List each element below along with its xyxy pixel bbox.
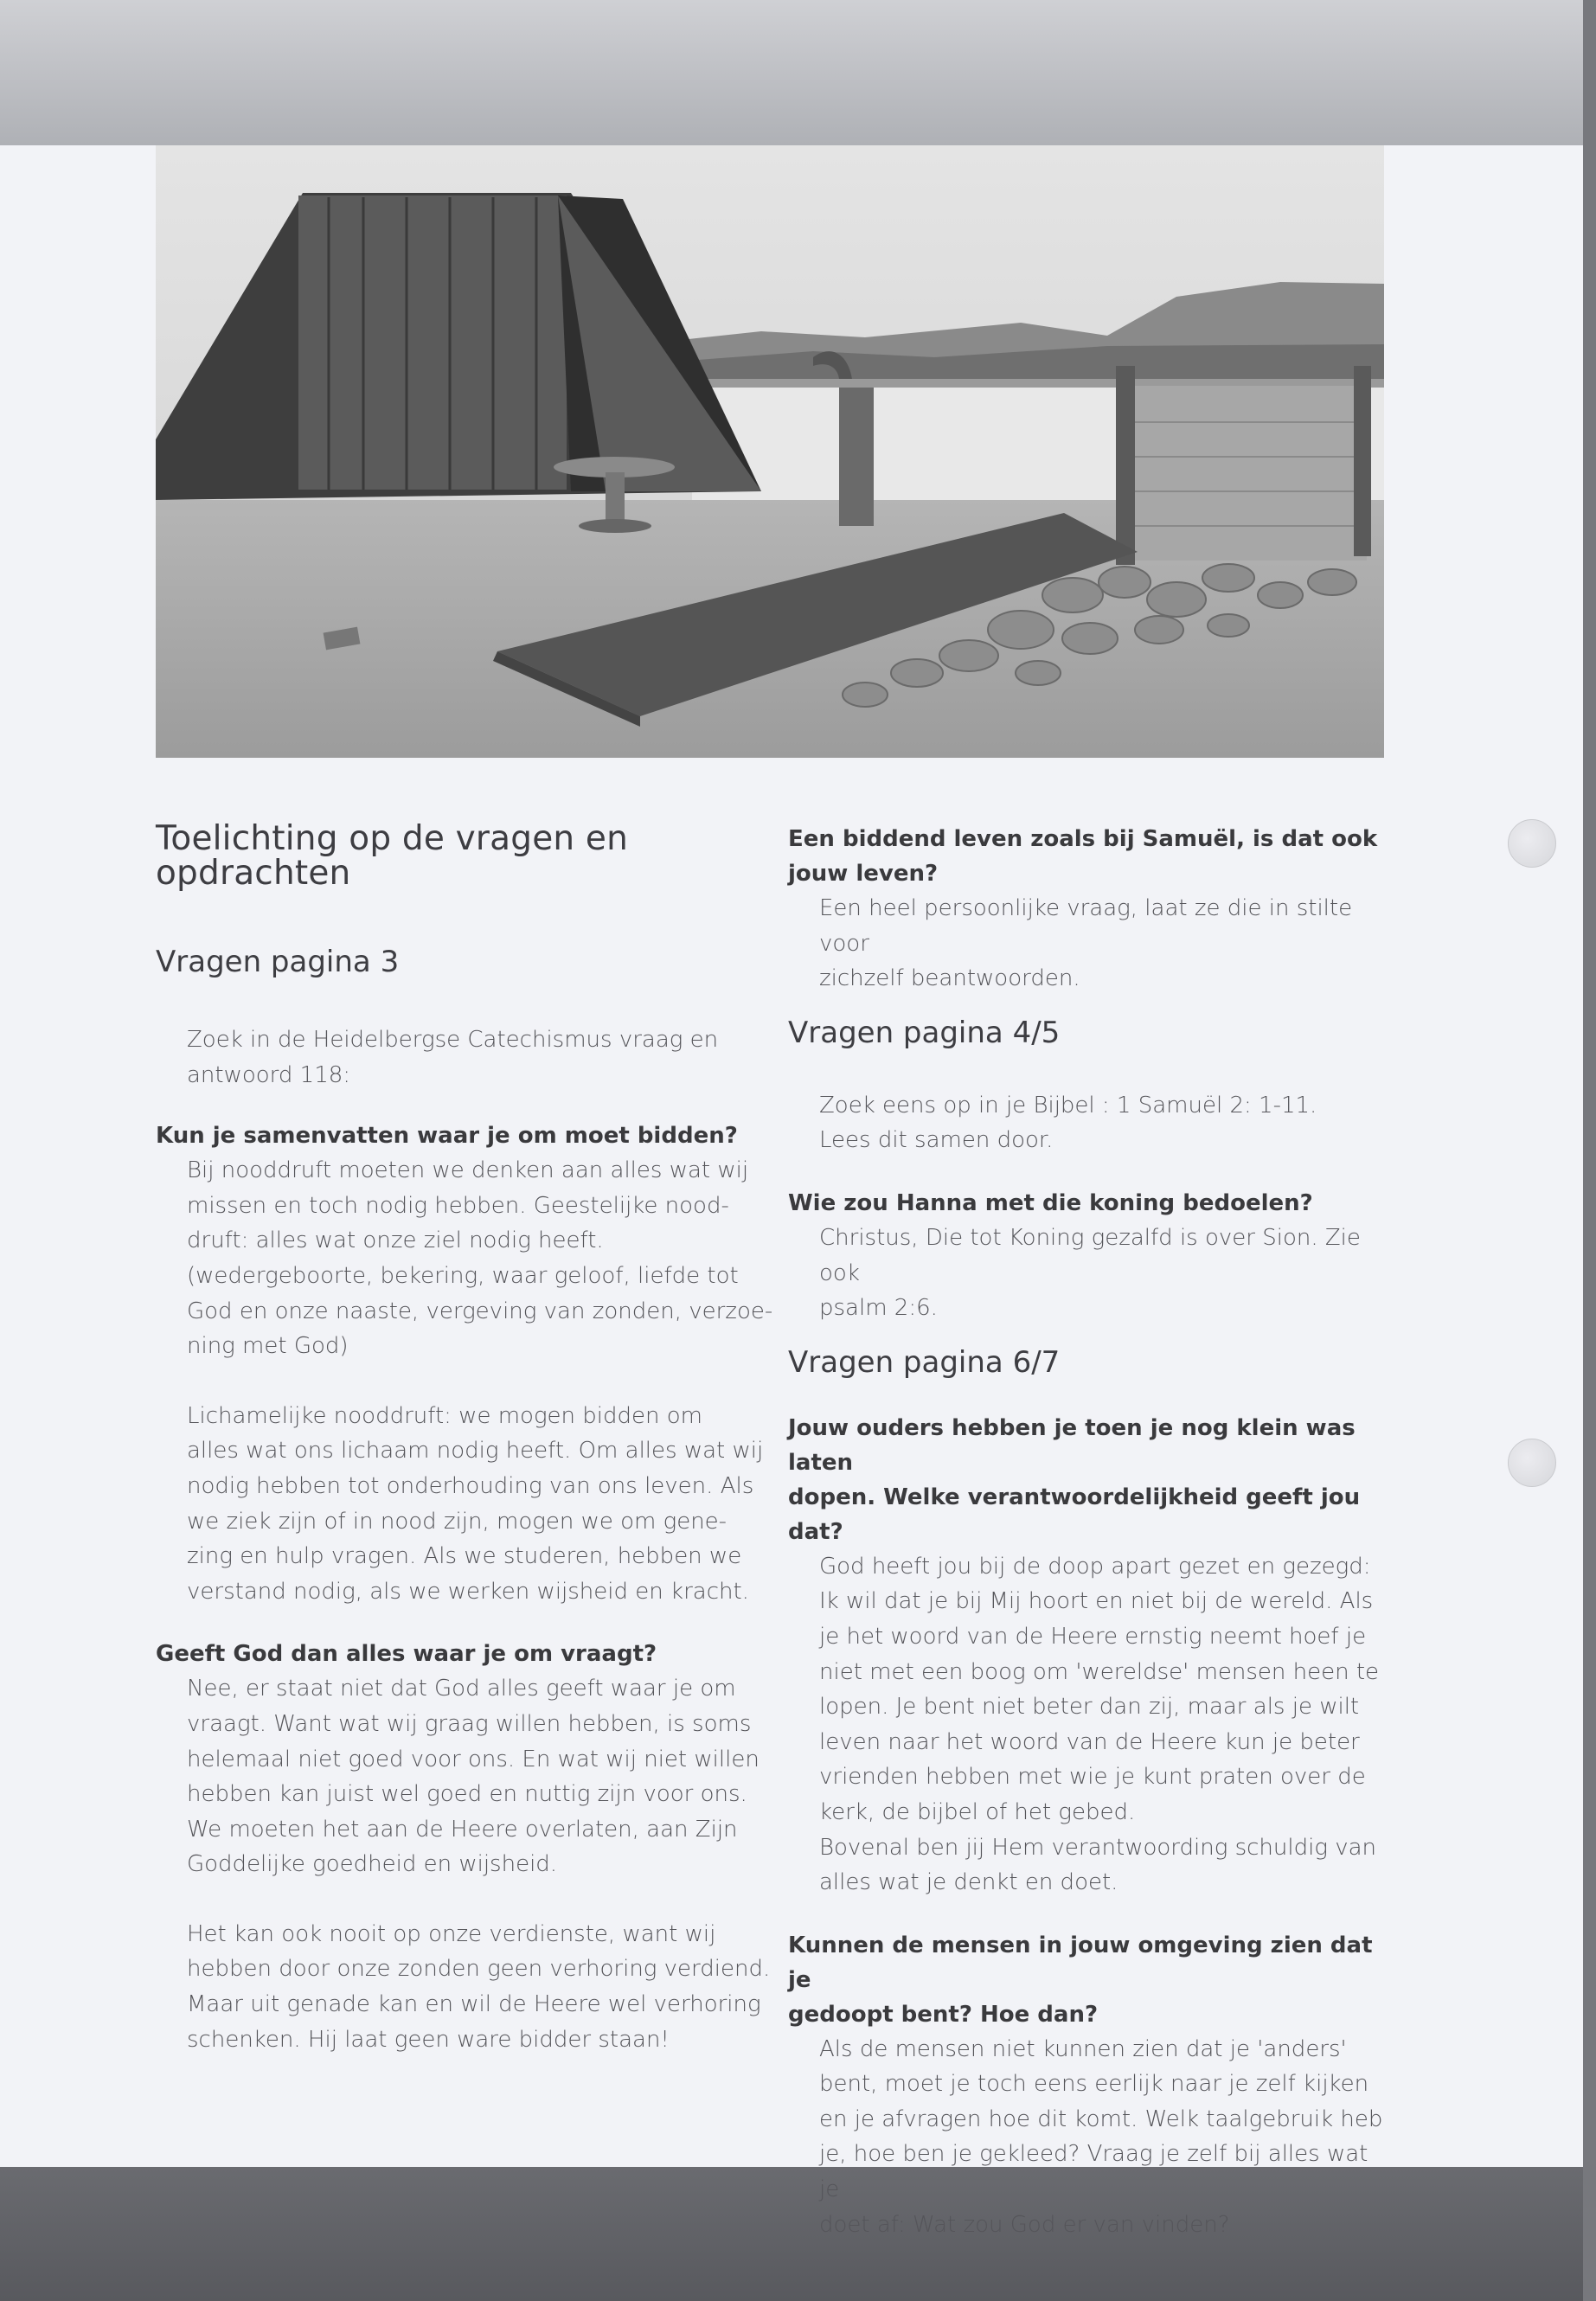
- question-hanna: Wie zou Hanna met die koning bedoelen?: [788, 1189, 1313, 1216]
- punch-hole-top: [1508, 819, 1556, 868]
- tabernacle-photo: [156, 145, 1384, 758]
- intro-pagina-3: Zoek in de Heidelbergse Catechismus vraag en antwoord 118:: [187, 1027, 719, 1088]
- tabernacle-illustration: [156, 145, 1384, 758]
- left-column: [156, 819, 779, 2057]
- answer-gedoopt-zien: Als de mensen niet kunnen zien dat je 'anders' bent, moet je toch eens eerlijk naar je zelf kijken en je afvragen hoe dit komt. Welk taalgebruik heb je, hoe ben je gekleed? Vraag je zelf bij alles wat je doet af: Wat zou God er van vinden?: [819, 2035, 1383, 2238]
- right-column: [788, 822, 1394, 2242]
- page-title: Toelichting op de vragen en opdrachten: [156, 819, 629, 893]
- answer-verdienste: Het kan ook nooit op onze verdienste, want wij hebben door onze zonden geen verhoring verdiend. Maar uit genade kan en wil de Heere wel verhoring schenken. Hij laat geen ware bidder staan!: [187, 1920, 771, 2053]
- answer-hanna: Christus, Die tot Koning gezalfd is over Sion. Zie ook psalm 2:6.: [819, 1224, 1361, 1322]
- question-gedoopt-zien: Kunnen de mensen in jouw omgeving zien dat je gedoopt bent? Hoe dan?: [788, 1932, 1373, 2028]
- question-doop: Jouw ouders hebben je toen je nog klein was laten dopen. Welke verantwoordelijkheid geeft jou dat?: [788, 1414, 1361, 1545]
- section-heading-pagina-4-5: Vragen pagina 4/5: [788, 1015, 1061, 1050]
- question-bidden: Kun je samenvatten waar je om moet bidden?: [156, 1123, 738, 1150]
- section-heading-pagina-3: Vragen pagina 3: [156, 945, 400, 979]
- scan-right-border: [1583, 0, 1596, 2301]
- scan-top-border: [0, 0, 1596, 149]
- answer-doop: God heeft jou bij de doop apart gezet en gezegd: Ik wil dat je bij Mij hoort en niet bij de wereld. Als je het woord van de Heere ernstig neemt hoef je niet met een boog om 'wereldse' mensen heen te lopen. Je bent niet beter dan zij, maar als je wilt leven naar het woord van de Heere kun je beter vrienden hebben met wie je kunt praten over de kerk, de bijbel of het gebed. Bovenal ben jij Hem verantwoording schuldig van alles wat je denkt en doet.: [819, 1553, 1380, 1896]
- section-heading-pagina-6-7: Vragen pagina 6/7: [788, 1344, 1061, 1380]
- answer-geeft-god: Nee, er staat niet dat God alles geeft waar je om vraagt. Want wat wij graag willen hebben, is soms helemaal niet goed voor ons. En wat wij niet willen hebben kan juist wel goed en nuttig zijn voor ons. We moeten het aan de Heere overlaten, aan Zijn Goddelijke goedheid en wijsheid.: [187, 1676, 760, 1878]
- answer-bidden-lichamelijk: Lichamelijke nooddruft: we mogen bidden om alles wat ons lichaam nodig heeft. Om alles wat wij nodig hebben tot onderhouding van ons leven. Als we ziek zijn of in nood zijn, mogen we om gene- zing en hulp vragen. Als we studeren, hebben we verstand nodig, als we werken wijsheid en kracht.: [187, 1402, 764, 1605]
- intro-pagina-4-5: Zoek eens op in je Bijbel : 1 Samuël 2: 1-11. Lees dit samen door.: [819, 1092, 1317, 1154]
- answer-biddend-leven: Een heel persoonlijke vraag, laat ze die in stilte voor zichzelf beantwoorden.: [819, 895, 1353, 992]
- question-geeft-god: Geeft God dan alles waar je om vraagt?: [156, 1641, 657, 1668]
- question-biddend-leven: Een biddend leven zoals bij Samuël, is dat ook jouw leven?: [788, 826, 1378, 887]
- punch-hole-bottom: [1508, 1439, 1556, 1487]
- answer-bidden: Bij nooddruft moeten we denken aan alles wat wij missen en toch nodig hebben. Geestelijke nood- druft: alles wat onze ziel nodig heeft. (wedergeboorte, bekering, waar geloof, liefde tot God en onze naaste, vergeving van zonden, verzoe- ning met God): [187, 1157, 773, 1360]
